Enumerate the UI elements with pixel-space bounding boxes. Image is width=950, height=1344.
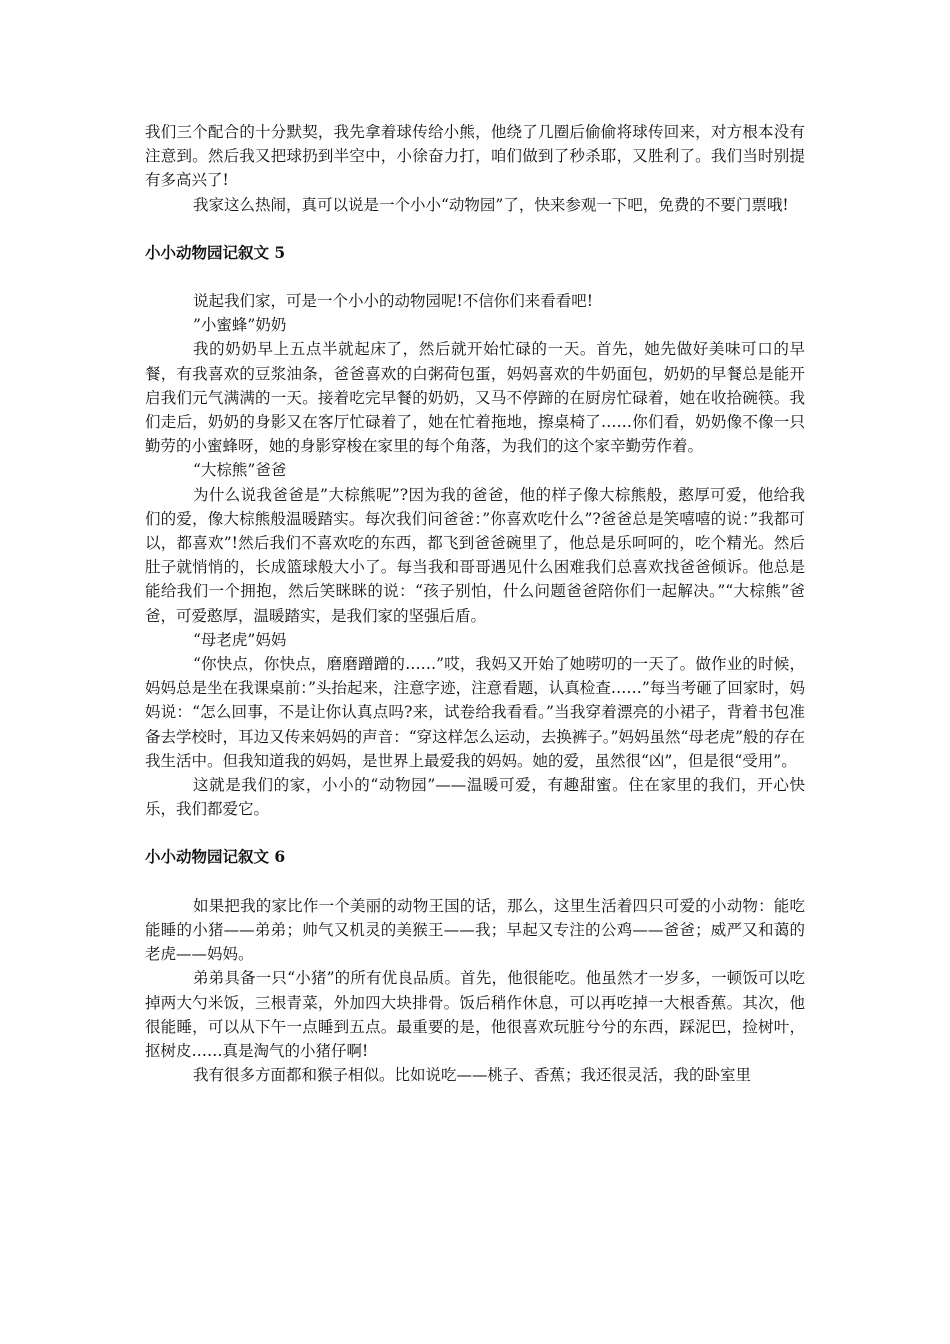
section-5-title: 小小动物园记叙文 5 bbox=[145, 242, 286, 262]
intro-paragraph-1: 我们三个配合的十分默契，我先拿着球传给小熊，他绕了几圈后偷偷将球传回来，对方根本没有注意到。然后我又把球扔到半空中，小徐奋力打，咱们做到了秒杀耶，又胜利了。我们当时别提有多高兴了! bbox=[145, 123, 805, 190]
section-5-paragraph: 这就是我们的家，小小的“动物园”——温暖可爱，有趣甜蜜。住在家里的我们，开心快乐，我们都爱它。 bbox=[145, 776, 805, 819]
section-5-subheading-tiger: “母老虎”妈妈 bbox=[193, 630, 287, 649]
section-5-paragraph: 说起我们家，可是一个小小的动物园呢!不信你们来看看吧! bbox=[193, 292, 593, 311]
section-6-paragraph: 弟弟具备一只“小猪”的所有优良品质。首先，他很能吃。他虽然才一岁多，一顿饭可以吃掉两大勺米饭，三根青菜，外加四大块排骨。饭后稍作休息，可以再吃掉一大根香蕉。其次，他很能睡，可以从下午一点睡到五点。最重要的是，他很喜欢玩脏兮兮的东西，踩泥巴，捡树叶，抠树皮……真是淘气的小猪仔啊! bbox=[145, 969, 805, 1060]
section-5-paragraph: 我的奶奶早上五点半就起床了，然后就开始忙碌的一天。首先，她先做好美味可口的早餐，有我喜欢的豆浆油条，爸爸喜欢的白粥荷包蛋，妈妈喜欢的牛奶面包，奶奶的早餐总是能开启我们元气满满的一天。接着吃完早餐的奶奶，又马不停蹄的在厨房忙碌着，她在收拾碗筷。我们走后，奶奶的身影又在客厅忙碌着了，她在忙着拖地，擦桌椅了……你们看，奶奶像不像一只勤劳的小蜜蜂呀，她的身影穿梭在家里的每个角落，为我们的这个家辛勤劳作着。 bbox=[145, 340, 805, 456]
section-6-title: 小小动物园记叙文 6 bbox=[145, 847, 286, 867]
section-6-paragraph: 如果把我的家比作一个美丽的动物王国的话，那么，这里生活着四只可爱的小动物：能吃能睡的小猪——弟弟；帅气又机灵的美猴王——我；早起又专注的公鸡——爸爸；威严又和蔼的老虎——妈妈。 bbox=[145, 896, 805, 964]
intro-paragraph-2: 我家这么热闹，真可以说是一个小小“动物园”了，快来参观一下吧，免费的不要门票哦! bbox=[193, 195, 789, 214]
section-5-paragraph: 为什么说我爸爸是”大棕熊呢”?因为我的爸爸，他的样子像大棕熊般，憨厚可爱，他给我们的爱，像大棕熊般温暖踏实。每次我们问爸爸：”你喜欢吃什么”?爸爸总是笑嘻嘻的说：”我都可以，都喜欢”!然后我们不喜欢吃的东西，都飞到爸爸碗里了，他总是乐呵呵的，吃个精光。然后肚子就悄悄的，长成篮球般大小了。每当我和哥哥遇见什么困难我们总喜欢找爸爸倾诉。他总是能给我们一个拥抱，然后笑眯眯的说：“孩子别怕，什么问题爸爸陪你们一起解决。”“大棕熊”爸爸，可爱憨厚，温暖踏实，是我们家的坚强后盾。 bbox=[145, 485, 805, 625]
section-6-paragraph: 我有很多方面都和猴子相似。比如说吃——桃子、香蕉；我还很灵活，我的卧室里 bbox=[193, 1066, 752, 1085]
section-5-subheading-bee: ”小蜜蜂”奶奶 bbox=[193, 316, 287, 335]
section-5-subheading-bear: “大棕熊”爸爸 bbox=[193, 461, 287, 480]
section-5-paragraph: “你快点，你快点，磨磨蹭蹭的……”哎，我妈又开始了她唠叨的一天了。做作业的时候，妈妈总是坐在我课桌前：”头抬起来，注意字迹，注意看题，认真检查……”每当考砸了回家时，妈妈说：“怎么回事，不是让你认真点吗?来，试卷给我看看。”当我穿着漂亮的小裙子，背着书包准备去学校时，耳边又传来妈妈的声音：“穿这样怎么运动，去换裤子。”妈妈虽然“母老虎”般的存在我生活中。但我知道我的妈妈，是世界上最爱我的妈妈。她的爱，虽然很“凶”，但是很“受用”。 bbox=[145, 655, 805, 770]
